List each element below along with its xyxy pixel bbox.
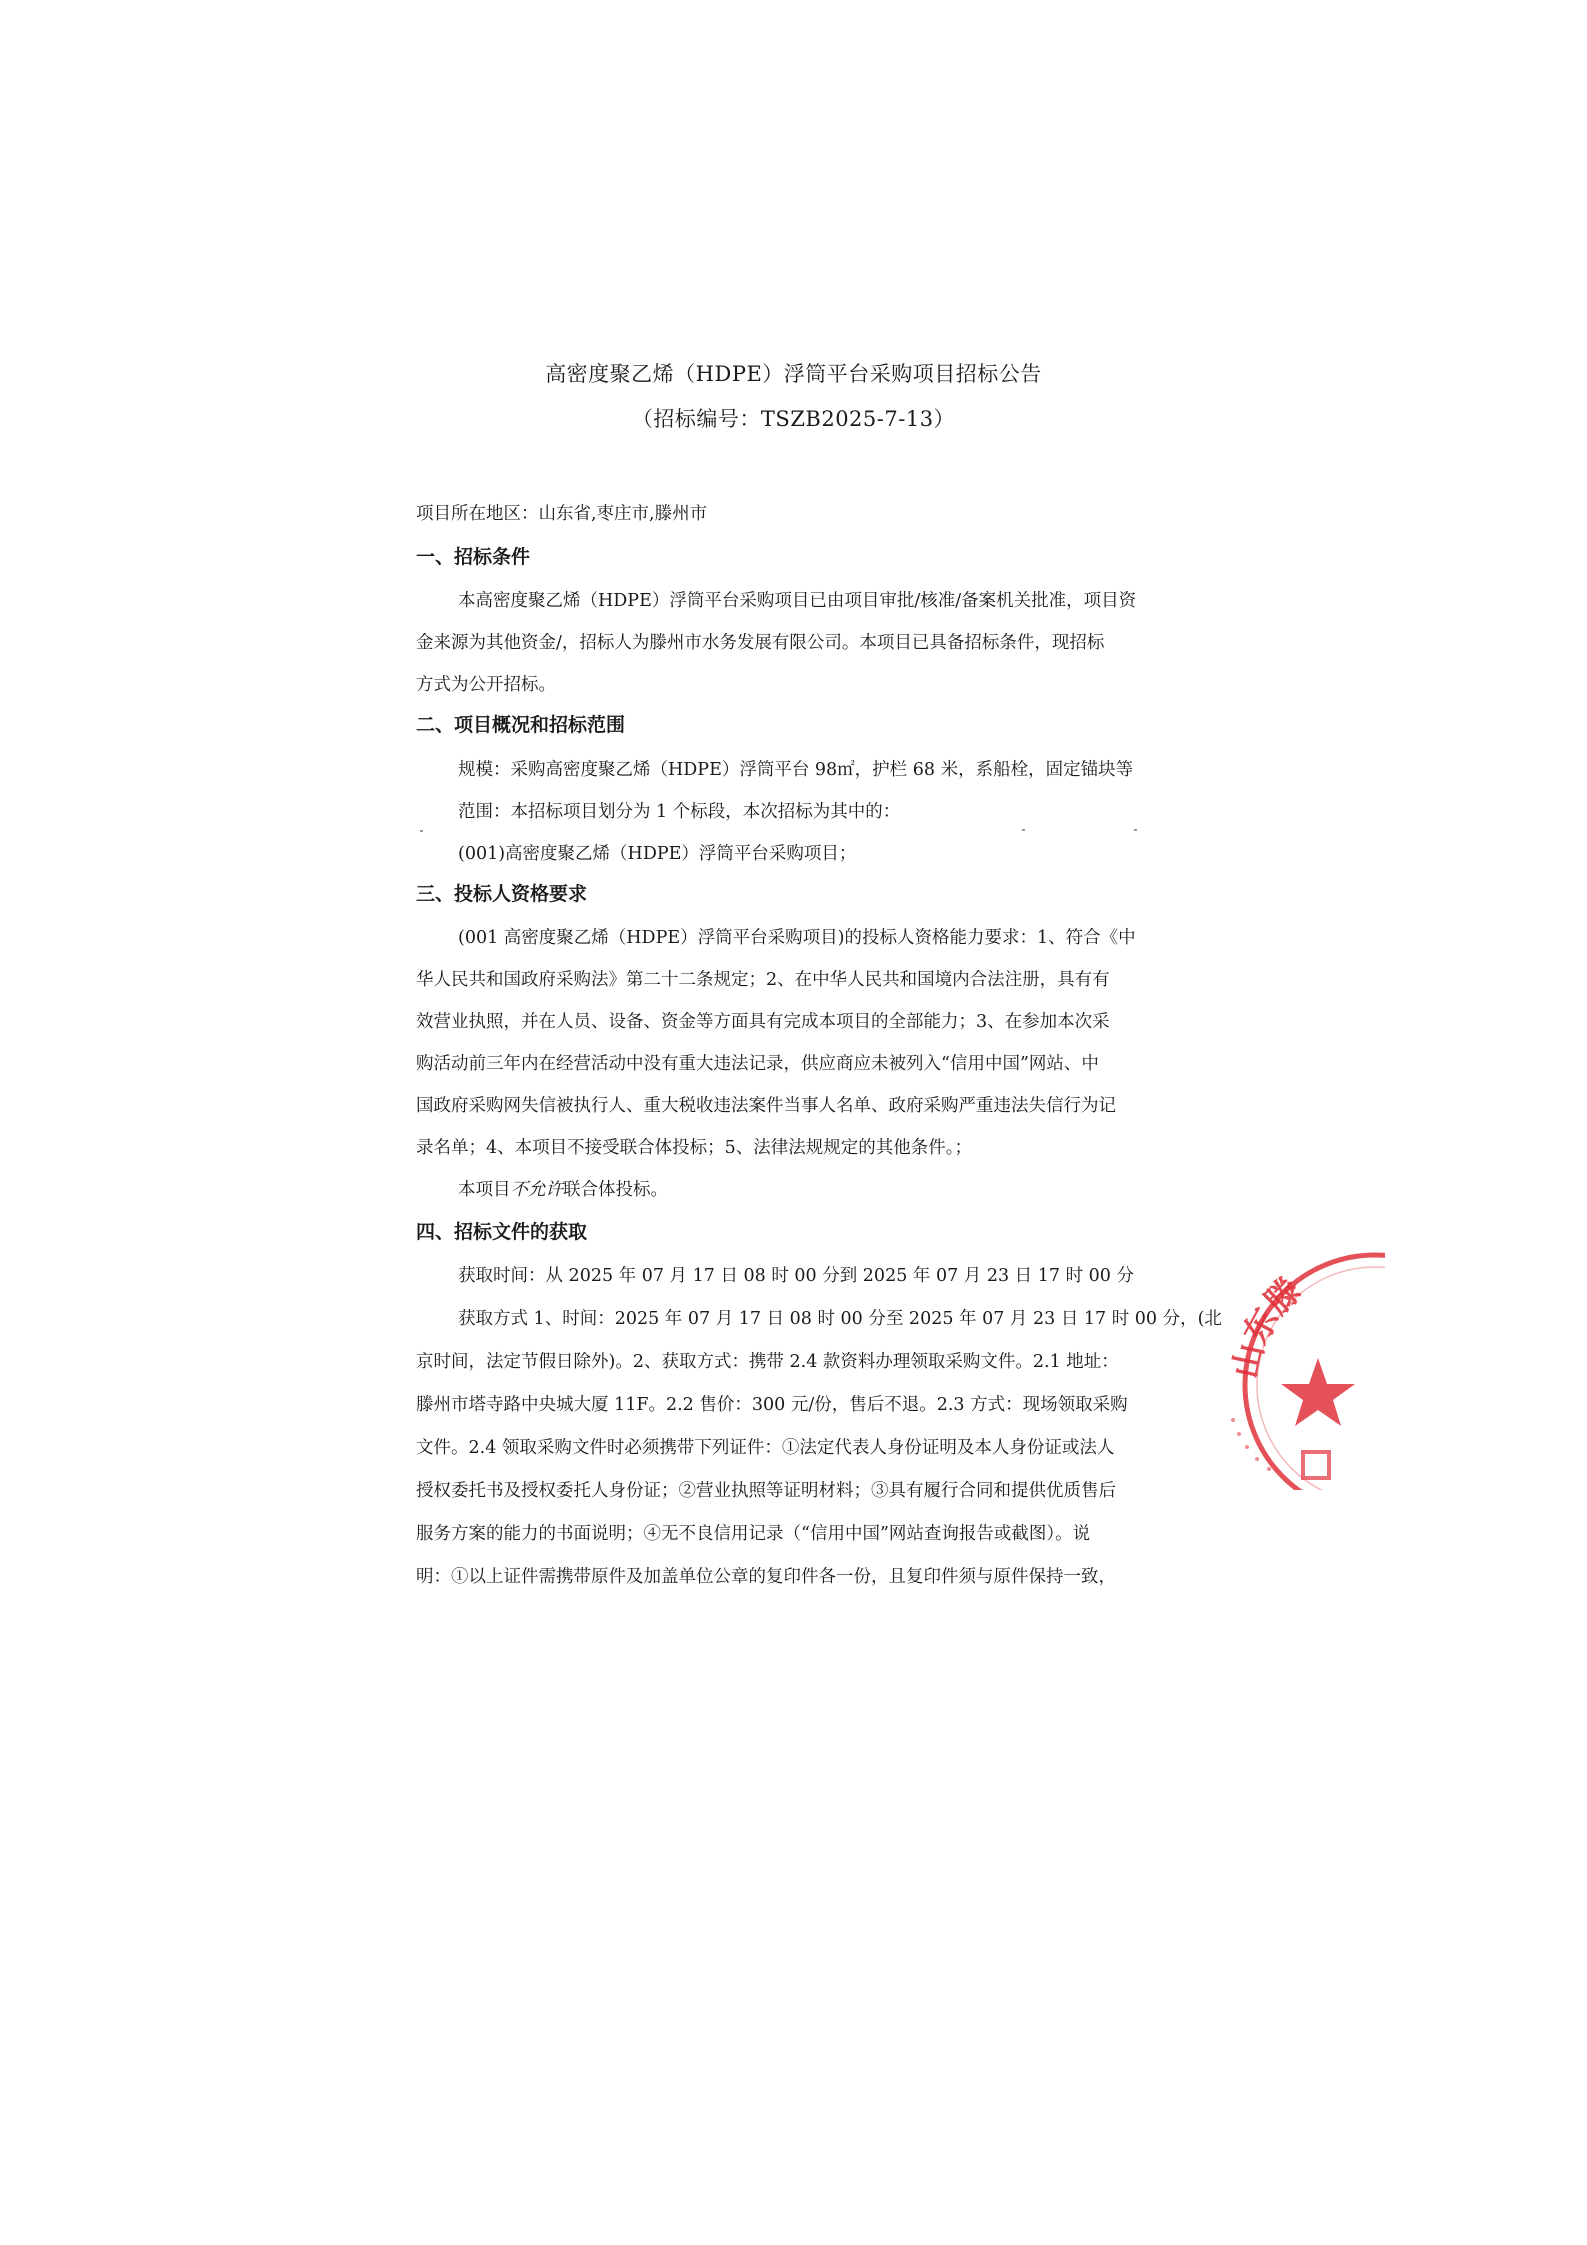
consortium-suffix: 联合体投标。 (563, 1180, 668, 1200)
tender-number: （招标编号：TSZB2025-7-13） (631, 407, 956, 431)
paragraph-line: (001)高密度聚乙烯（HDPE）浮筒平台采购项目； (458, 844, 857, 864)
section-heading-4: 四、招标文件的获取 (416, 1221, 588, 1243)
paragraph-line: 文件。2.4 领取采购文件时必须携带下列证件：①法定代表人身份证明及本人身份证或法人 (416, 1438, 1115, 1458)
section-heading-2: 二、项目概况和招标范围 (416, 714, 626, 736)
paragraph-line: 购活动前三年内在经营活动中没有重大违法记录，供应商应未被列入“信用中国”网站、中 (416, 1054, 1099, 1074)
seal-text: 山东滕 (1225, 1270, 1310, 1382)
paragraph-line: 明：①以上证件需携带原件及加盖单位公章的复印件各一份，且复印件须与原件保持一致， (416, 1567, 1116, 1587)
section-heading-1: 一、招标条件 (416, 546, 531, 568)
scan-speck (1022, 829, 1025, 831)
document-title: 高密度聚乙烯（HDPE）浮筒平台采购项目招标公告 (545, 362, 1042, 386)
paragraph-line: 规模：采购高密度聚乙烯（HDPE）浮筒平台 98㎡，护栏 68 米，系船栓，固定锚块等 (458, 760, 1134, 780)
paragraph-line: 金来源为其他资金/，招标人为滕州市水务发展有限公司。本项目已具备招标条件，现招标 (416, 633, 1105, 653)
section-heading-3: 三、投标人资格要求 (416, 883, 588, 905)
seal-graphic (1195, 1230, 1385, 1490)
consortium-note (458, 1178, 668, 1202)
paragraph-line: 本高密度聚乙烯（HDPE）浮筒平台采购项目已由项目审批/核准/备案机关批准，项目资 (458, 591, 1137, 611)
consortium-prefix: 本项目 (458, 1180, 511, 1200)
scan-speck (420, 830, 423, 832)
paragraph-line: (001 高密度聚乙烯（HDPE）浮筒平台采购项目)的投标人资格能力要求：1、符合《中 (458, 928, 1136, 948)
paragraph-line: 华人民共和国政府采购法》第二十二条规定；2、在中华人民共和国境内合法注册，具有有 (416, 970, 1110, 990)
consortium-emphasis: 不允许 (510, 1180, 563, 1200)
project-location: 项目所在地区：山东省,枣庄市,滕州市 (416, 504, 708, 524)
paragraph-line: 京时间，法定节假日除外)。2、获取方式：携带 2.4 款资料办理领取采购文件。2.1 地址： (416, 1352, 1119, 1372)
paragraph-line: 获取时间：从 2025 年 07 月 17 日 08 时 00 分到 2025 年 07 月 23 日 17 时 00 分 (458, 1266, 1134, 1286)
paragraph-line: 滕州市塔寺路中央城大厦 11F。2.2 售价：300 元/份，售后不退。2.3 方式：现场领取采购 (416, 1395, 1128, 1415)
paragraph-line: 效营业执照，并在人员、设备、资金等方面具有完成本项目的全部能力；3、在参加本次采 (416, 1012, 1110, 1032)
svg-text:山东滕 (1225, 1270, 1309, 1381)
scan-speck (1134, 829, 1137, 831)
paragraph-line: 范围：本招标项目划分为 1 个标段，本次招标为其中的： (458, 802, 901, 822)
paragraph-line: 方式为公开招标。 (416, 675, 556, 695)
official-seal (1195, 1230, 1385, 1490)
paragraph-line: 授权委托书及授权委托人身份证；②营业执照等证明材料；③具有履行合同和提供优质售后 (416, 1481, 1116, 1501)
paragraph-line: 录名单；4、本项目不接受联合体投标；5、法律法规规定的其他条件。； (416, 1138, 973, 1158)
paragraph-line: 国政府采购网失信被执行人、重大税收违法案件当事人名单、政府采购严重违法失信行为记 (416, 1096, 1116, 1116)
paragraph-line: 获取方式 1、时间：2025 年 07 月 17 日 08 时 00 分至 2025 年 07 月 23 日 17 时 00 分，(北 (458, 1309, 1222, 1329)
paragraph-line: 服务方案的能力的书面说明；④无不良信用记录（“信用中国”网站查询报告或截图）。说 (416, 1524, 1091, 1544)
